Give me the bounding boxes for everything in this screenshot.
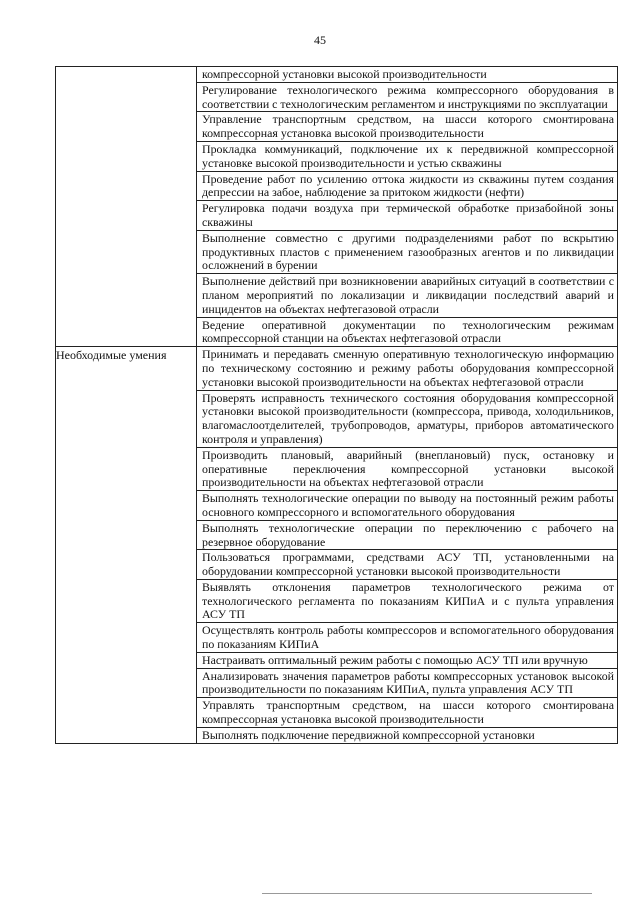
list-item: Пользоваться программами, средствами АСУ ТП, установленными на оборудовании компрессорной установки высокой производительности (197, 550, 617, 580)
table-row (56, 347, 618, 744)
list-item: Управление транспортным средством, на шасси которого смонтирована компрессорная установка высокой производительности (197, 112, 617, 142)
list-item: Осуществлять контроль работы компрессоров и вспомогательного оборудования по показаниям КИПиА (197, 623, 617, 653)
list-item: Ведение оперативной документации по технологическим режимам компрессорной станции на объектах нефтегазовой отрасли (202, 317, 614, 346)
list-item: Прокладка коммуникаций, подключение их к передвижной компрессорной установке высокой производительности и устью скважины (197, 142, 617, 172)
list-item: Выполнять технологические операции по выводу на постоянный режим работы основного компрессорного и вспомогательного оборудования (197, 491, 617, 521)
list-item: Выявлять отклонения параметров технологического режима от технологического регламента по показаниям КИПиА и с пульта управления АСУ ТП (197, 580, 617, 623)
list-item: Настраивать оптимальный режим работы с помощью АСУ ТП или вручную (197, 653, 617, 669)
list-item: Проведение работ по усилению оттока жидкости из скважины путем создания депрессии на забое, наблюдение за притоком жидкости (нефти) (197, 172, 617, 202)
list-item: Выполнять подключение передвижной компрессорной установки (202, 727, 535, 742)
list-item: компрессорной установки высокой производительности (197, 67, 617, 83)
list-item: Выполнение действий при возникновении аварийных ситуаций в соответствии с планом мероприятий по локализации и ликвидации последствий аварий и инцидентов на объектах нефтегазовой отрасли (197, 274, 617, 317)
bottom-divider (262, 893, 592, 894)
list-item: Принимать и передавать сменную оперативную технологическую информацию по техническому состоянию и режиму работы оборудования компрессорной установки высокой производительности на объектах нефтегазовой отрасли (197, 347, 617, 390)
requirements-table (55, 66, 618, 744)
row-items-cell (197, 347, 618, 744)
list-item: Производить плановый, аварийный (внеплановый) пуск, остановку и оперативные переключения компрессорной установки высокой производительности на объектах нефтегазовой отрасли (197, 448, 617, 491)
row-label-cell (56, 347, 197, 744)
table-row (56, 67, 618, 347)
row-label-cell (56, 67, 197, 347)
page-number: 45 (314, 33, 326, 47)
list-item: Выполнять технологические операции по переключению с рабочего на резервное оборудование (197, 521, 617, 551)
list-item: Управлять транспортным средством, на шасси которого смонтирована компрессорная установка высокой производительности (197, 698, 617, 728)
list-item: Проверять исправность технического состояния оборудования компрессорной установки высокой производительности (компрессора, привода, холодильников, влагомаслоотделителей, трубопроводов, арматуры, приборов автоматического контроля и управления) (197, 391, 617, 448)
row-label (56, 67, 196, 68)
row-items-cell (197, 67, 618, 347)
row-label: Необходимые умения (56, 348, 167, 363)
list-item: Выполнение совместно с другими подразделениями работ по вскрытию продуктивных пластов с применением газообразных агентов и по ликвидации осложнений в бурении (197, 231, 617, 274)
list-item: Регулирование технологического режима компрессорного оборудования в соответствии с технологическим регламентом и инструкциями по эксплуатации (197, 83, 617, 113)
list-item: Анализировать значения параметров работы компрессорных установок высокой производительности по показаниям КИПиА, пульта управления АСУ ТП (197, 669, 617, 699)
list-item: Регулировка подачи воздуха при термической обработке призабойной зоны скважины (197, 201, 617, 231)
